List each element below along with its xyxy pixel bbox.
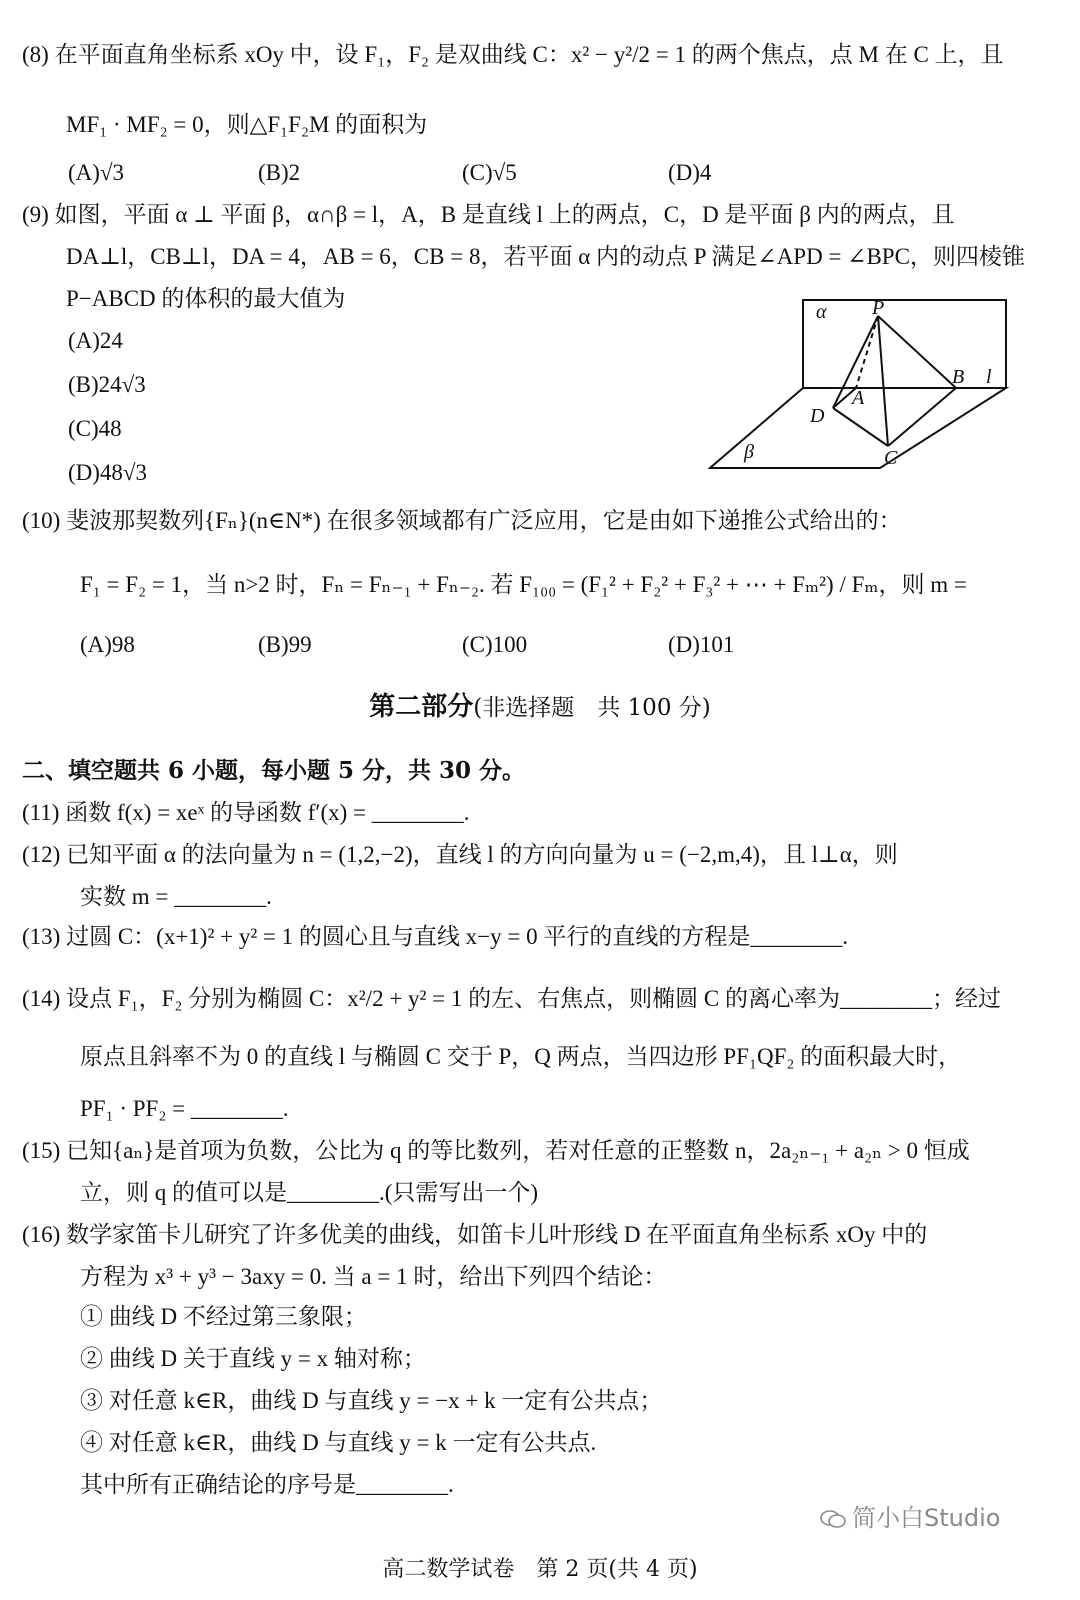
plane-alpha xyxy=(803,300,1006,388)
q10-option-c: (C)100 xyxy=(462,632,528,657)
part2-title: 第二部分 xyxy=(369,692,474,722)
q13-line1: (13) 过圆 C：(x+1)² + y² = 1 的圆心且与直线 x−y = 0 平行的直线的方程是________. xyxy=(22,924,849,949)
edge-dc xyxy=(833,408,888,446)
q16-item-1: ① 曲线 D 不经过第三象限； xyxy=(80,1304,367,1329)
q16-final: 其中所有正确结论的序号是________. xyxy=(80,1472,454,1497)
q15-line1: (15) 已知{aₙ}是首项为负数，公比为 q 的等比数列，若对任意的正整数 n，2a₂ₙ₋₁ + a₂ₙ > 0 恒成 xyxy=(22,1138,970,1163)
label-b: B xyxy=(952,366,965,388)
pyramid-figure xyxy=(708,298,1038,478)
label-beta: β xyxy=(744,441,754,463)
q9-option-a: (A)24 xyxy=(68,328,123,353)
q10-line2: F₁ = F₂ = 1，当 n>2 时，Fₙ = Fₙ₋₁ + Fₙ₋₂. 若 F₁₀₀ = (F₁² + F₂² + F₃² + ⋯ + Fₘ²) / Fₘ，则 m = xyxy=(80,572,967,597)
page-footer: 高二数学试卷 第 2 页(共 4 页) xyxy=(382,1557,698,1582)
q14-line1: (14) 设点 F₁，F₂ 分别为椭圆 C：x²/2 + y² = 1 的左、右焦点，则椭圆 C 的离心率为________；经过 xyxy=(22,986,1001,1011)
q16-item-3: ③ 对任意 k∈R，曲线 D 与直线 y = −x + k 一定有公共点； xyxy=(80,1388,663,1413)
q8-line2: MF₁ · MF₂ = 0，则△F₁F₂M 的面积为 xyxy=(66,112,428,137)
part2-heading xyxy=(0,692,1080,723)
label-c: C xyxy=(884,447,898,469)
edge-pb xyxy=(878,316,956,388)
q9-option-c: (C)48 xyxy=(68,416,122,441)
q12-line2: 实数 m = ________. xyxy=(80,884,272,909)
wechat-icon xyxy=(820,1509,846,1529)
q9-line2: DA⊥l，CB⊥l，DA = 4，AB = 6，CB = 8，若平面 α 内的动点 P 满足∠APD = ∠BPC，则四棱锥 xyxy=(66,244,1025,269)
q16-line2: 方程为 x³ + y³ − 3axy = 0. 当 a = 1 时，给出下列四个结论： xyxy=(80,1264,667,1289)
part2-subtitle: (非选择题 共 100 分) xyxy=(473,695,711,721)
q14-line2: 原点且斜率不为 0 的直线 l 与椭圆 C 交于 P，Q 两点，当四边形 PF₁QF₂ 的面积最大时， xyxy=(80,1044,962,1069)
q10-option-d: (D)101 xyxy=(668,632,735,657)
q16-item-2: ② 曲线 D 关于直线 y = x 轴对称； xyxy=(80,1346,426,1371)
label-alpha: α xyxy=(816,301,827,323)
edge-pc xyxy=(878,316,888,446)
q15-line2: 立，则 q 的值可以是________.(只需写出一个) xyxy=(80,1180,539,1205)
q8-option-a: (A)√3 xyxy=(68,160,125,185)
label-l: l xyxy=(986,366,992,388)
q12-line1: (12) 已知平面 α 的法向量为 n = (1,2,−2)，直线 l 的方向向量为 u = (−2,m,4)，且 l⊥α，则 xyxy=(22,842,898,867)
edge-cb xyxy=(888,388,956,446)
q16-item-4: ④ 对任意 k∈R，曲线 D 与直线 y = k 一定有公共点. xyxy=(80,1430,597,1455)
q10-line1: (10) 斐波那契数列{Fₙ}(n∈N*) 在很多领域都有广泛应用，它是由如下递推公式给出的： xyxy=(22,508,902,533)
q11-line1: (11) 函数 f(x) = xeˣ 的导函数 f′(x) = ________. xyxy=(22,800,470,825)
watermark-text: 简小白Studio xyxy=(852,1504,1001,1532)
q9-line1: (9) 如图，平面 α ⊥ 平面 β，α∩β = l，A，B 是直线 l 上的两点，C，D 是平面 β 内的两点，且 xyxy=(22,202,955,227)
q8-line1: (8) 在平面直角坐标系 xOy 中，设 F₁，F₂ 是双曲线 C：x² − y²/2 = 1 的两个焦点，点 M 在 C 上，且 xyxy=(22,42,1004,67)
q10-option-a: (A)98 xyxy=(80,632,135,657)
q9-line3: P−ABCD 的体积的最大值为 xyxy=(66,286,346,311)
q8-option-c: (C)√5 xyxy=(462,160,517,185)
section2-heading: 二、填空题共 6 小题，每小题 5 分，共 30 分。 xyxy=(22,757,526,784)
label-p: P xyxy=(872,298,885,319)
q14-line3: PF₁ · PF₂ = ________. xyxy=(80,1096,289,1121)
label-a: A xyxy=(852,387,865,409)
label-d: D xyxy=(810,405,825,427)
q9-option-b: (B)24√3 xyxy=(68,372,146,397)
q16-line1: (16) 数学家笛卡儿研究了许多优美的曲线，如笛卡儿叶形线 D 在平面直角坐标系 xOy 中的 xyxy=(22,1222,928,1247)
q9-option-d: (D)48√3 xyxy=(68,460,148,485)
q8-option-d: (D)4 xyxy=(668,160,712,185)
q10-option-b: (B)99 xyxy=(258,632,312,657)
q8-option-b: (B)2 xyxy=(258,160,301,185)
watermark xyxy=(820,1498,1000,1533)
